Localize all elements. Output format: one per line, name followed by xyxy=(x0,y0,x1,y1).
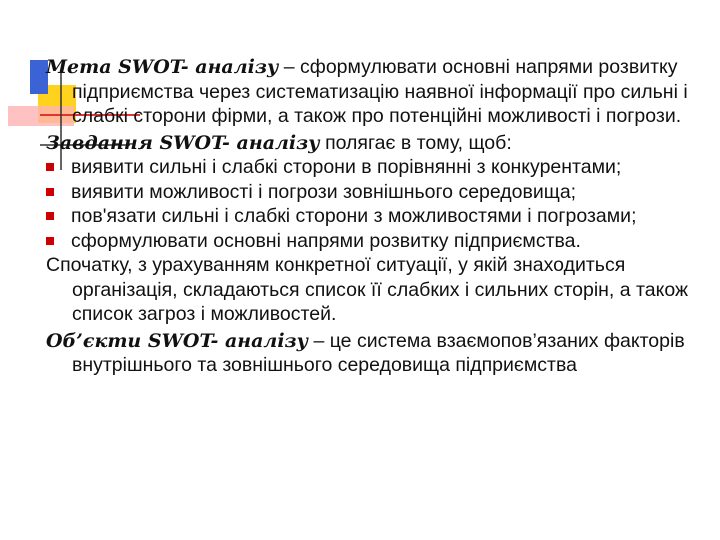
objects-text: – це система взаємопов’язаних факторів внутрішнього та зовнішнього середовища підприємства xyxy=(72,329,685,376)
task-text: полягає в тому, щоб: xyxy=(319,131,512,154)
objects-lead: Об’єкти SWOT- аналізу xyxy=(46,329,309,352)
list-item xyxy=(46,180,706,205)
square-bullet-icon xyxy=(46,237,54,245)
task-bullet-list xyxy=(46,155,706,253)
task-lead: Завдання SWOT- аналізу xyxy=(46,131,320,154)
task-paragraph xyxy=(46,131,706,156)
initially-paragraph: Спочатку, з урахуванням конкретної ситуації, у якій знаходиться організація, складаються список її слабких і сильних сторін, а також список загроз і можливостей. xyxy=(46,254,689,325)
bullet-text: пов'язати сильні і слабкі сторони з можливостями і погрозами; xyxy=(71,205,637,227)
goal-text: – сформулювати основні напрями розвитку підприємства через систематизацію наявної інформації про сильні і слабкі сторони фірми, а також про потенційні можливості і погрози. xyxy=(72,56,688,127)
list-item xyxy=(46,155,706,180)
square-bullet-icon xyxy=(46,212,54,220)
square-bullet-icon xyxy=(46,163,54,171)
bullet-text: виявити можливості і погрози зовнішнього середовища; xyxy=(71,180,577,203)
slide-content xyxy=(46,55,706,378)
square-bullet-icon xyxy=(46,188,54,196)
objects-paragraph xyxy=(46,329,706,378)
bullet-text: сформулювати основні напрями розвитку підприємства. xyxy=(71,229,581,252)
list-item xyxy=(46,204,706,229)
goal-paragraph xyxy=(46,55,706,129)
list-item xyxy=(46,229,706,254)
bullet-text: виявити сильні і слабкі сторони в порівнянні з конкурентами; xyxy=(71,156,622,178)
goal-lead: Мета SWOT- аналізу xyxy=(46,56,279,78)
